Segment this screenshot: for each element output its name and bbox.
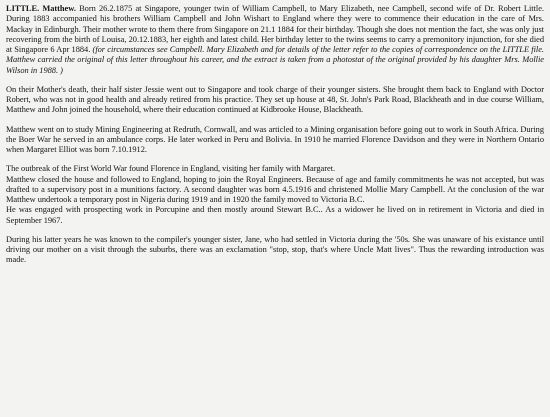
paragraph-later-years: During his latter years he was known to the compiler's younger sister, Jane, who had settled in Victoria during the '50s. She was unaware of his existance until driving our mother on a visit through the suburbs, there was an exclamation "stop, stop, that's where Uncle Matt lives". Thus the rewarding introduction was made. xyxy=(6,234,544,265)
paragraph-mothers-death: On their Mother's death, their half sister Jessie went out to Singapore and took charge of their younger sisters. She brought them back to England with Doctor Robert, who was not in good health and already retired from his practice. They set up house at 48, St. John's Park Road, Blackheath and in due course William, Matthew and John joined the household, where their education continued at Kidbrooke House, Blackheath. xyxy=(6,84,544,115)
paragraph-intro-body: Born 26.2.1875 at Singapore, younger twin of William Campbell, to Mary Elizabeth, nee Campbell, second wife of Dr. Robert Little. During 1883 accompanied his brothers William Campbell and John Wishart to England where they were to commence their education in the care of Mrs. Mackay in Edinburgh. Their mother wrote to them there from Singapore on 21.1 1884 for their birthday. Though she does not mention the fact, she was only just recovering from the birth of Louisa, 20.12.1883, her eighth and latest child. Her birthday letter to the twins seems to carry a premonitory injunction, for she died at Singapore 6 Apr 1884. xyxy=(6,4,544,54)
paragraph-war-and-victoria: The outbreak of the First World War found Florence in England, visiting her family with Margaret. Matthew closed the house and followed to England, hoping to join the Royal Engineers. Because of age and family commitments he was not accepted, but was drafted to a supervisory post in a munitions factory. A second daughter was born 4.5.1916 and christened Mollie Mary Campbell. At the conclusion of the war Matthew undertook a temporary post in Nigeria during 1919 and in 1920 the family moved to Victoria B.C. He was engaged with prospecting work in Porcupine and then mostly around Stewart B.C.. As a widower he lived on in retirement in Victoria and died in September 1967. xyxy=(6,164,544,225)
entry-heading: LITTLE. Matthew. xyxy=(6,4,76,13)
paragraph-intro-note: (for circumstances see Campbell. Mary Elizabeth and for details of the letter refer to the copies of correspondence on the LITTLE file. Matthew carried the original of this letter throughout his career, and the extract is taken from a photostat of the original provided by his daughter Mrs. Mollie Wilson in 1988. ) xyxy=(6,45,544,75)
paragraph-intro xyxy=(6,4,544,76)
paragraph-mining-career: Matthew went on to study Mining Engineering at Redruth, Cornwall, and was articled to a Mining organisation before going out to work in South Africa. During the Boer War he served in an ambulance corps. He later worked in Peru and Bolivia. In 1910 he married Florence Davidson and they were in Northern Ontario when Margaret Elliot was born 7.10.1912. xyxy=(6,124,544,154)
